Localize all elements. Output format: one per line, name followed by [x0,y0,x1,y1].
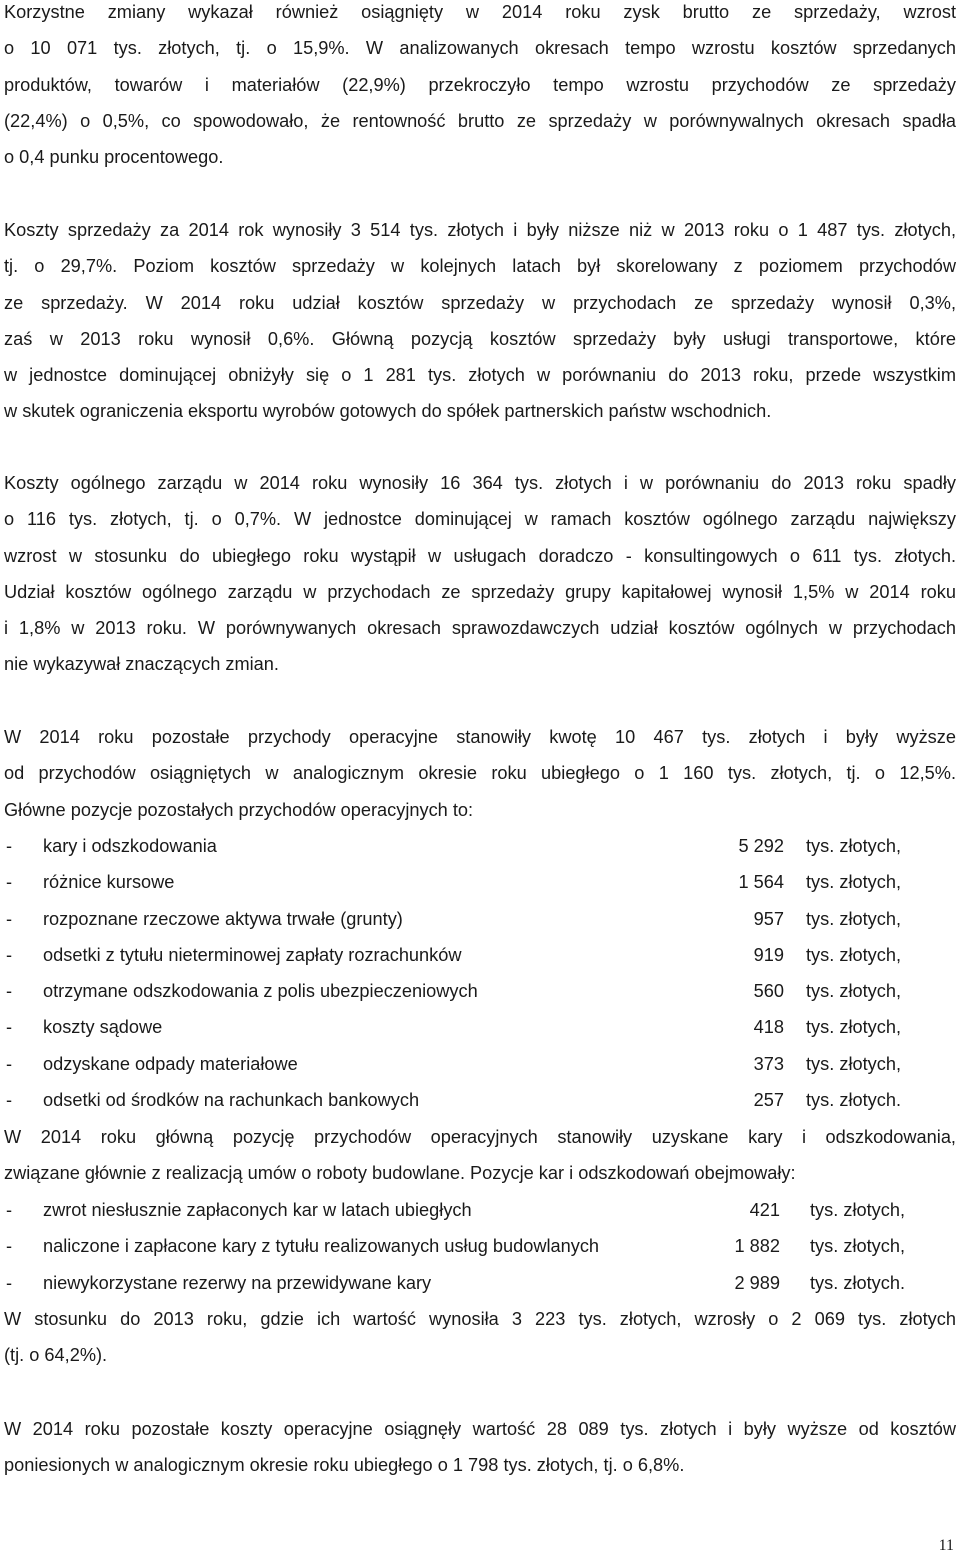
text-line: o 10 071 tys. złotych, tj. o 15,9%. W analizowanych okresach tempo wzrostu kosztów sprzedanych [4,38,956,59]
text-line: (tj. o 64,2%). [4,1345,108,1366]
text-line: Udział kosztów ogólnego zarządu w przychodach ze sprzedaży grupy kapitałowej wynosił 1,5% w 2014 roku [4,581,956,602]
item-unit: tys. złotych, [806,981,902,1002]
item-unit: tys. złotych. [806,1090,902,1111]
item-unit: tys. złotych, [810,1236,906,1257]
text-line: Główne pozycje pozostałych przychodów operacyjnych to: [4,799,474,820]
list-dash: - [6,1200,13,1220]
list-item [4,1192,956,1228]
item-label: otrzymane odszkodowania z polis ubezpieczeniowych [43,981,478,1002]
list-item [4,901,956,937]
item-value: 560 [753,981,784,1002]
item-label: odsetki od środków na rachunkach bankowych [43,1090,420,1111]
text-line: i 1,8% w 2013 roku. W porównywanych okresach sprawozdawczych udział kosztów ogólnych w przychodach [4,618,956,639]
text-line: o 116 tys. złotych, tj. o 0,7%. W jednostce dominującej w ramach kosztów ogólnego zarządu największy [4,509,956,530]
list-item [4,828,956,864]
list-dash: - [6,1236,13,1257]
penalty-items-list [4,1192,956,1301]
text-line: W 2014 roku pozostałe koszty operacyjne osiągnęły wartość 28 089 tys. złotych i były wyższe od kosztów [4,1419,956,1439]
list-dash: - [6,1090,13,1111]
list-dash: - [6,944,13,965]
text-line: W 2014 roku pozostałe przychody operacyjne stanowiły kwotę 10 467 tys. złotych i były wyższe [4,727,956,747]
item-label: odsetki z tytułu nieterminowej zapłaty rozrachunków [43,944,462,965]
text-line: Koszty ogólnego zarządu w 2014 roku wynosiły 16 364 tys. złotych i w porównaniu do 2013 roku spadły [4,473,956,493]
item-value: 2 989 [734,1272,780,1293]
text-line: o 0,4 punku procentowego. [4,147,224,168]
list-item [4,937,956,973]
item-unit: tys. złotych, [806,836,902,856]
paragraph-other-operating-income [4,719,956,828]
list-dash: - [6,981,13,1002]
item-value: 5 292 [738,836,784,856]
text-line: od przychodów osiągniętych w analogicznym okresie roku ubiegłego o 1 160 tys. złotych, tj. o 12,5%. [4,763,956,784]
item-unit: tys. złotych, [806,872,902,893]
paragraph-penalties-comparison [4,1301,956,1374]
list-item [4,1046,956,1082]
list-dash: - [6,1053,13,1074]
income-items-list [4,828,956,1118]
item-unit: tys. złotych, [806,1017,902,1038]
page-number: 11 [938,1537,954,1554]
text-line: tj. o 29,7%. Poziom kosztów sprzedaży w kolejnych latach był skorelowany z poziomem przychodów [4,256,956,277]
item-label: różnice kursowe [43,872,175,893]
item-value: 957 [753,908,784,929]
list-item [4,1082,956,1118]
text-line: wzrost w stosunku do ubiegłego roku wystąpił w usługach doradczo - konsultingowych o 611 tys. złotych. [4,545,956,566]
text-line: nie wykazywał znaczących zmian. [4,654,279,675]
item-label: zwrot niesłusznie zapłaconych kar w latach ubiegłych [43,1200,472,1220]
item-value: 421 [749,1200,780,1220]
list-dash: - [6,1272,13,1293]
text-line: w skutek ograniczenia eksportu wyrobów gotowych do spółek partnerskich państw wschodnich. [4,401,772,422]
item-label: rozpoznane rzeczowe aktywa trwałe (grunty) [43,908,403,929]
text-line: produktów, towarów i materiałów (22,9%) przekroczyło tempo wzrostu przychodów ze sprzedaży [4,74,956,95]
item-value: 418 [753,1017,784,1038]
paragraph-gross-profit [4,0,956,175]
paragraph-selling-costs [4,212,956,430]
list-item [4,1009,956,1045]
paragraph-penalties-intro [4,1119,956,1192]
item-label: niewykorzystane rezerwy na przewidywane kary [43,1272,432,1293]
text-line: W stosunku do 2013 roku, gdzie ich wartość wynosiła 3 223 tys. złotych, wzrosły o 2 069 tys. złotych [4,1309,956,1329]
paragraph-general-admin-costs [4,465,956,683]
item-label: naliczone i zapłacone kary z tytułu realizowanych usług budowlanych [43,1236,600,1257]
item-label: kary i odszkodowania [43,836,217,856]
list-dash: - [6,836,13,856]
list-item [4,1265,956,1301]
list-item [4,1228,956,1264]
text-line: zaś w 2013 roku wynosił 0,6%. Główną pozycją kosztów sprzedaży były usługi transportowe, które [4,328,956,349]
text-line: ze sprzedaży. W 2014 roku udział kosztów sprzedaży w przychodach ze sprzedaży wynosił 0,3%, [4,292,956,313]
item-value: 919 [753,944,784,965]
text-line: Koszty sprzedaży za 2014 rok wynosiły 3 514 tys. złotych i były niższe niż w 2013 roku o 1 487 tys. złotych, [4,220,956,240]
list-dash: - [6,1017,13,1038]
item-value: 1 564 [738,872,784,893]
item-unit: tys. złotych, [806,1053,902,1074]
list-dash: - [6,908,13,929]
item-unit: tys. złotych. [810,1272,906,1293]
item-unit: tys. złotych, [810,1200,906,1220]
item-unit: tys. złotych, [806,908,902,929]
text-line: Korzystne zmiany wykazał również osiągnięty w 2014 roku zysk brutto ze sprzedaży, wzrost [4,2,956,22]
text-line: w jednostce dominującej obniżyły się o 1 281 tys. złotych w porównaniu do 2013 roku, przede wszystkim [4,365,956,386]
item-value: 257 [753,1090,784,1111]
list-item [4,864,956,900]
list-dash: - [6,872,13,893]
paragraph-other-operating-costs [4,1411,956,1484]
text-line: (22,4%) o 0,5%, co spowodowało, że rentowność brutto ze sprzedaży w porównywalnych okresach spadła [4,110,956,131]
item-value: 1 882 [734,1236,780,1257]
list-item [4,973,956,1009]
item-value: 373 [753,1053,784,1074]
text-line: W 2014 roku główną pozycję przychodów operacyjnych stanowiły uzyskane kary i odszkodowania, [4,1127,956,1147]
item-unit: tys. złotych, [806,944,902,965]
text-line: poniesionych w analogicznym okresie roku ubiegłego o 1 798 tys. złotych, tj. o 6,8%. [4,1455,685,1476]
item-label: koszty sądowe [43,1017,163,1038]
item-label: odzyskane odpady materiałowe [43,1053,298,1074]
text-line: związane głównie z realizacją umów o roboty budowlane. Pozycje kar i odszkodowań obejmowały: [4,1163,796,1184]
